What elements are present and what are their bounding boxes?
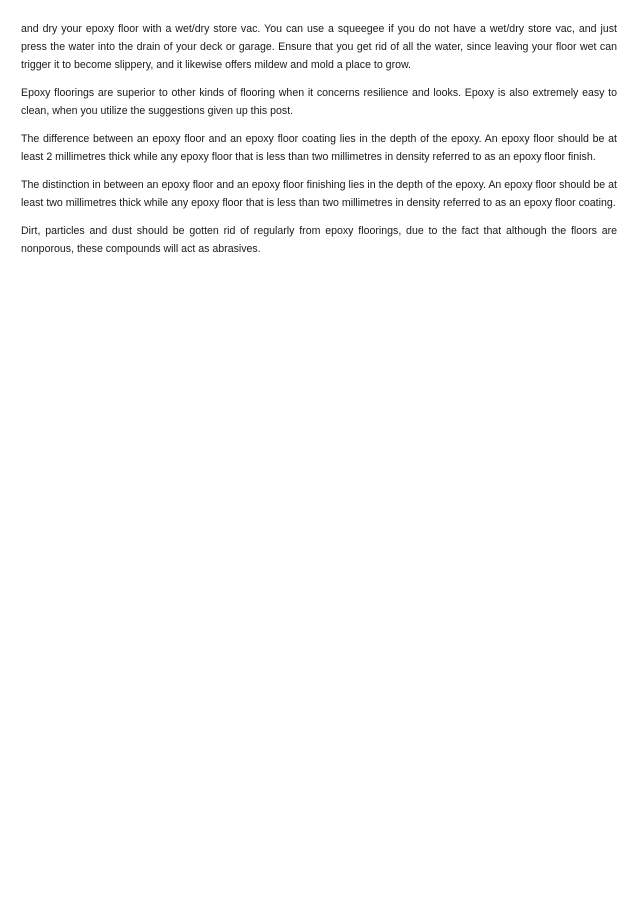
document-body: [21, 20, 617, 268]
paragraph-dirt-removal: Dirt, particles and dust should be gotten rid of regularly from epoxy floorings, due to the fact that although the floors are nonporous, these compounds will act as abrasives.: [21, 225, 617, 255]
paragraph-floor-vs-finishing: The distinction in between an epoxy floor and an epoxy floor finishing lies in the depth of the epoxy. An epoxy floor should be at least two millimetres thick while any epoxy floor that is less than two millimetres in density referred to as an epoxy floor coating.: [21, 179, 617, 209]
paragraph-floor-vs-coating: The difference between an epoxy floor and an epoxy floor coating lies in the depth of the epoxy. An epoxy floor should be at least 2 millimetres thick while any epoxy floor that is less than two millimetres in density referred to as an epoxy floor finish.: [21, 133, 617, 163]
paragraph-epoxy-superior: Epoxy floorings are superior to other kinds of flooring when it concerns resilience and looks. Epoxy is also extremely easy to clean, when you utilize the suggestions given up this post.: [21, 87, 617, 117]
paragraph-floor-drying: and dry your epoxy floor with a wet/dry store vac. You can use a squeegee if you do not have a wet/dry store vac, and just press the water into the drain of your deck or garage. Ensure that you get rid of all the water, since leaving your floor wet can trigger it to become slippery, and it likewise offers mildew and mold a place to grow.: [21, 23, 617, 71]
